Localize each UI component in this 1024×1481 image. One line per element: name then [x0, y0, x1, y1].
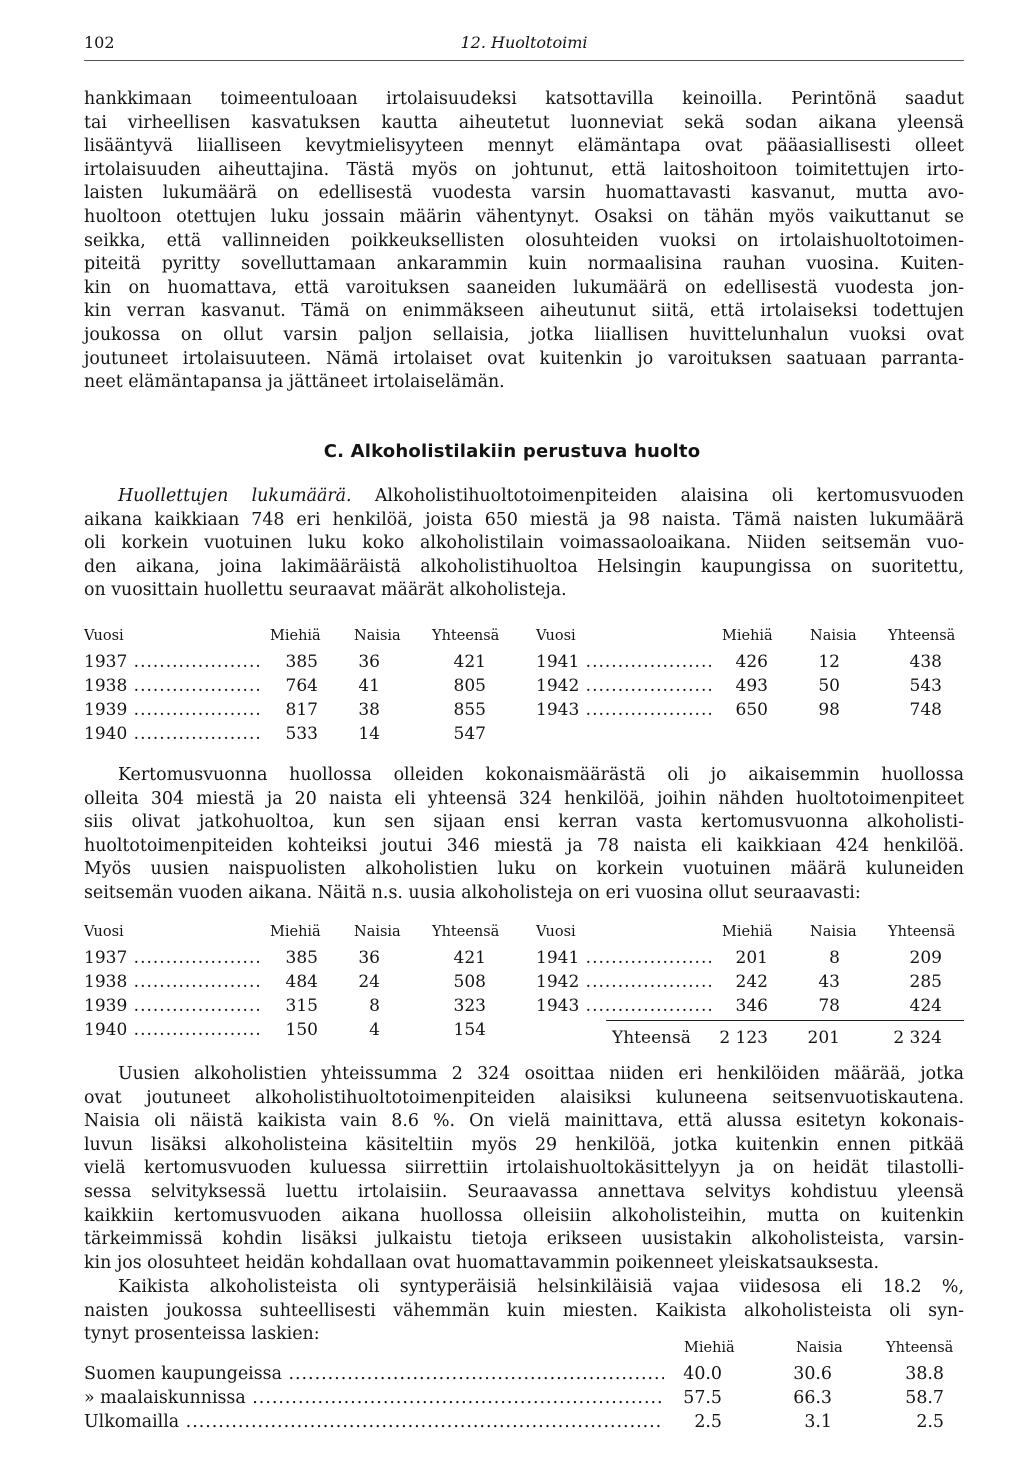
col-header-total: Yhteensä [432, 924, 500, 940]
total-cell: 424 [909, 996, 942, 1016]
men-cell: 2 123 [719, 1028, 768, 1048]
text-line: neet elämäntapansa ja jättäneet irtolaiselämän. [84, 372, 505, 393]
women-cell: 8 [829, 948, 840, 968]
text-line: tynyt prosenteissa laskien: [84, 1324, 320, 1345]
men-cell: 242 [735, 972, 768, 992]
women-cell: 43 [818, 972, 840, 992]
table-header-row [84, 628, 964, 651]
row-label: Ulkomailla ..... [84, 1412, 664, 1432]
col-header-year: Vuosi [536, 924, 576, 940]
text-line: hankkimaan toimeentuloaan irtolaisuudeksi katsottavilla keinoilla. Perintönä saadut [84, 89, 964, 109]
total-cell: 421 [453, 948, 486, 968]
col-header-total: Yhteensä [432, 628, 500, 644]
year-cell: 1938 ..... [84, 972, 259, 992]
text-line [84, 485, 964, 509]
year-cell: 1940 ..... [84, 724, 259, 744]
women-cell: 78 [818, 996, 840, 1016]
year-cell: 1941 ..... [536, 948, 711, 968]
men-cell: 764 [285, 676, 318, 696]
women-cell: 201 [807, 1028, 840, 1048]
men-cell: 493 [735, 676, 768, 696]
table-row [84, 1364, 964, 1387]
table-row [84, 1388, 964, 1411]
year-cell: 1938 ..... [84, 676, 259, 696]
women-cell: 4 [369, 1020, 380, 1040]
table-row [84, 996, 964, 1019]
women-cell: 66.3 [793, 1388, 832, 1408]
men-cell: 650 [735, 700, 768, 720]
row-label: Suomen kaupungeissa ..... [84, 1364, 664, 1384]
running-title: 12. Huoltotoimi [460, 33, 588, 52]
text-line: olleita 304 miestä ja 20 naista eli yhteensä 324 henkilöä, joihin nähden huoltotoimenpiteet [84, 788, 964, 809]
text-line: laisten lukumäärä on edellisestä vuodesta varsin huomattavasti kasvanut, mutta avo- [84, 183, 964, 204]
men-cell: 385 [285, 948, 318, 968]
women-cell: 41 [358, 676, 380, 696]
intro-paragraph [84, 88, 964, 395]
table-row [84, 676, 964, 699]
total-cell: 285 [909, 972, 942, 992]
women-cell: 24 [358, 972, 380, 992]
total-cell: 438 [909, 652, 942, 672]
text-line: aikana kaikkiaan 748 eri henkilöä, joista 650 miestä ja 98 naista. Tämä naisten lukumäärä [84, 509, 964, 530]
year-cell: 1941 ..... [536, 652, 711, 672]
total-cell: 323 [453, 996, 486, 1016]
men-cell: 57.5 [683, 1388, 722, 1408]
col-header-women: Naisia [354, 924, 401, 940]
men-cell: 346 [735, 996, 768, 1016]
total-cell: 748 [909, 700, 942, 720]
year-cell: 1939 ..... [84, 700, 259, 720]
text-line: on vuosittain huollettu seuraavat määrät alkoholisteja. [84, 580, 567, 601]
total-cell: 421 [453, 652, 486, 672]
men-cell: 484 [285, 972, 318, 992]
text-line: irtolaisuuden aiheuttajina. Tästä myös on johtunut, että laitoshoitoon toimitettujen irto- [84, 159, 964, 180]
origin-paragraph [84, 1276, 964, 1347]
total-cell: 543 [909, 676, 942, 696]
men-cell: 315 [285, 996, 318, 1016]
text-line: oli korkein vuotuinen luku koko alkoholistilain voimassaoloaikana. Niiden seitsemän vuo- [84, 533, 964, 554]
total-cell: 209 [909, 948, 942, 968]
col-header-year: Vuosi [536, 628, 576, 644]
text-line: kaikkiin kertomusvuoden aikana huollossa olleisiin alkoholisteihin, mutta on kuitenkin [84, 1205, 964, 1226]
col-header-men: Miehiä [722, 924, 773, 940]
col-header-women: Naisia [810, 628, 857, 644]
text-line: Myös uusien naispuolisten alkoholistien luku on korkein vuotuinen määrä kuluneiden [84, 859, 964, 880]
text-line: naisten joukossa suhteellisesti vähemmän kuin miesten. Kaikista alkoholisteista oli syn- [84, 1300, 964, 1321]
women-cell: 14 [358, 724, 380, 744]
total-label: Yhteensä [612, 1028, 691, 1048]
text-line: siis olivat jatkohuoltoa, kun sen sijaan ensi kerran vasta kertomusvuonna alkoholisti- [84, 812, 964, 833]
total-cell: 547 [453, 724, 486, 744]
total-cell: 805 [453, 676, 486, 696]
women-cell: 38 [358, 700, 380, 720]
total-cell: 855 [453, 700, 486, 720]
new-cases-paragraph [84, 764, 964, 906]
men-cell: 817 [285, 700, 318, 720]
year-cell: 1937 ..... [84, 652, 259, 672]
women-cell: 50 [818, 676, 840, 696]
women-cell: 98 [818, 700, 840, 720]
text-line: luvun lisäksi alkoholisteina käsiteltiin myös 29 henkilöä, jotka kuitenkin ennen pitkää [84, 1134, 964, 1155]
col-header-men: Miehiä [270, 924, 321, 940]
text-line: huoltotoimenpiteiden kohteiksi joutui 346 miestä ja 78 naista eli kaikkiaan 424 henkilöä. [84, 835, 964, 856]
men-cell: 385 [285, 652, 318, 672]
table-row [84, 972, 964, 995]
year-cell: 1937 ..... [84, 948, 259, 968]
total-cell: 508 [453, 972, 486, 992]
text-line: joutuneet irtolaisuuteen. Nämä irtolaiset ovat kuitenkin jo varoituksen saatuaan parranta- [84, 348, 964, 369]
total-cell: 38.8 [905, 1364, 944, 1384]
total-cell: 2 324 [893, 1028, 942, 1048]
text-line: den aikana, joina lakimääräistä alkoholistihuoltoa Helsingin kaupungissa on suoritettu, [84, 556, 964, 577]
paragraph-lead-italic: Huollettujen lukumäärä. [118, 486, 352, 506]
text-line: tärkeimmissä kohdin lisäksi julkaistu tietoja erikseen uusistakin alkoholisteista, varsin- [84, 1229, 964, 1250]
men-cell: 2.5 [694, 1412, 722, 1432]
text-line: Uusien alkoholistien yhteissumma 2 324 osoittaa niiden eri henkilöiden määrää, jotka [118, 1064, 964, 1084]
table-row [84, 700, 964, 723]
col-header-total: Yhteensä [888, 628, 956, 644]
text-line: seikka, että vallinneiden poikkeuksellisten olosuhteiden vuoksi on irtolaishuoltotoimen- [84, 230, 964, 251]
total-cell: 58.7 [905, 1388, 944, 1408]
text-line: seitsemän vuoden aikana. Näitä n.s. uusia alkoholisteja on eri vuosina ollut seuraavasti: [84, 882, 861, 903]
total-cell: 154 [453, 1020, 486, 1040]
row-label: » maalaiskunnissa ..... [84, 1388, 664, 1408]
col-header-men: Miehiä [722, 628, 773, 644]
women-cell: 8 [369, 996, 380, 1016]
text-line: sessa selvityksessä luettu irtolaisiin. Seuraavassa annettava selvitys kohdistuu yleensä [84, 1181, 964, 1202]
text-line: kin on huomattava, että varoituksen saaneiden lukumäärä on edellisestä vuodesta jon- [84, 277, 964, 298]
text-line: kin jos olosuhteet heidän kohdallaan ovat huomattavammin poikenneet yleiskatsauksesta. [84, 1252, 879, 1273]
year-cell: 1939 ..... [84, 996, 259, 1016]
table-row [84, 1412, 964, 1435]
text-line: kin verran kasvanut. Tämä on enimmäkseen aiheutunut siitä, että irtolaiseksi todettujen [84, 301, 964, 322]
text-line: vielä kertomusvuoden kuluessa siirrettiin irtolaishuoltokäsittelyyn ja on heidät tilastolli- [84, 1158, 964, 1179]
section-heading: C. Alkoholistilakiin perustuva huolto [323, 441, 701, 462]
text-line: lisääntyvä liialliseen kevytmielisyyteen mennyt elämäntapa ovat pääasiallisesti olleet [84, 136, 964, 157]
table-header-row [84, 924, 964, 947]
text-line: tai virheellisen kasvatuksen kautta aiheutetut luonneviat sekä sodan aikana yleensä [84, 112, 964, 133]
col-header-total: Yhteensä [888, 924, 956, 940]
text-line: huoltoon otettujen luku jossain määrin vähentynyt. Osaksi on tähän myös vaikuttanut se [84, 206, 964, 227]
text-line: Naisia oli näistä kaikista vain 8.6 %. On vielä mainittava, että alussa esitetyn kokonais- [84, 1111, 964, 1132]
women-cell: 12 [818, 652, 840, 672]
col-header-year: Vuosi [84, 924, 124, 940]
women-cell: 36 [358, 948, 380, 968]
col-header-year: Vuosi [84, 628, 124, 644]
text-line: joukossa on ollut varsin paljon sellaisia, jotka liiallisen huvittelunhalun vuoksi ovat [84, 324, 964, 345]
year-cell: 1943 ..... [536, 996, 711, 1016]
year-cell: 1942 ..... [536, 972, 711, 992]
men-cell: 533 [285, 724, 318, 744]
table-row [84, 652, 964, 675]
count-paragraph [84, 485, 964, 603]
women-cell: 3.1 [804, 1412, 832, 1432]
col-header-men: Miehiä [270, 628, 321, 644]
text-line: Kertomusvuonna huollossa olleiden kokonaismäärästä oli jo aikaisemmin huollossa [118, 765, 964, 785]
men-cell: 426 [735, 652, 768, 672]
table-header-row [84, 1340, 964, 1363]
women-cell: 30.6 [793, 1364, 832, 1384]
col-header-women: Naisia [810, 924, 857, 940]
text-line: piteitä pyritty sovelluttamaan ankarammin kuin normaalisina rauhan vuosina. Kuiten- [84, 254, 964, 275]
year-cell: 1940 ..... [84, 1020, 259, 1040]
col-header-total: Yhteensä [886, 1340, 954, 1356]
text-fragment: Alkoholistihuoltotoimenpiteiden alaisina oli kertomusvuoden [351, 486, 964, 506]
year-cell: 1943 ..... [536, 700, 711, 720]
col-header-women: Naisia [796, 1340, 843, 1356]
header-rule [84, 60, 964, 61]
page-number: 102 [84, 33, 115, 52]
table-total-row [84, 1028, 964, 1051]
men-cell: 150 [285, 1020, 318, 1040]
table-row [84, 948, 964, 971]
text-line: ovat joutuneet alkoholistihuoltotoimenpiteiden alaisiksi kuluneena seitsenvuotiskautena. [84, 1087, 964, 1108]
col-header-men: Miehiä [684, 1340, 735, 1356]
text-line: Kaikista alkoholisteista oli syntyperäisiä helsinkiläisiä vajaa viidesosa eli 18.2 %, [118, 1277, 964, 1297]
col-header-women: Naisia [354, 628, 401, 644]
summary-paragraph [84, 1063, 964, 1275]
year-cell: 1942 ..... [536, 676, 711, 696]
men-cell: 201 [735, 948, 768, 968]
women-cell: 36 [358, 652, 380, 672]
table-row [84, 724, 964, 747]
total-cell: 2.5 [916, 1412, 944, 1432]
page-header [84, 33, 964, 57]
men-cell: 40.0 [683, 1364, 722, 1384]
